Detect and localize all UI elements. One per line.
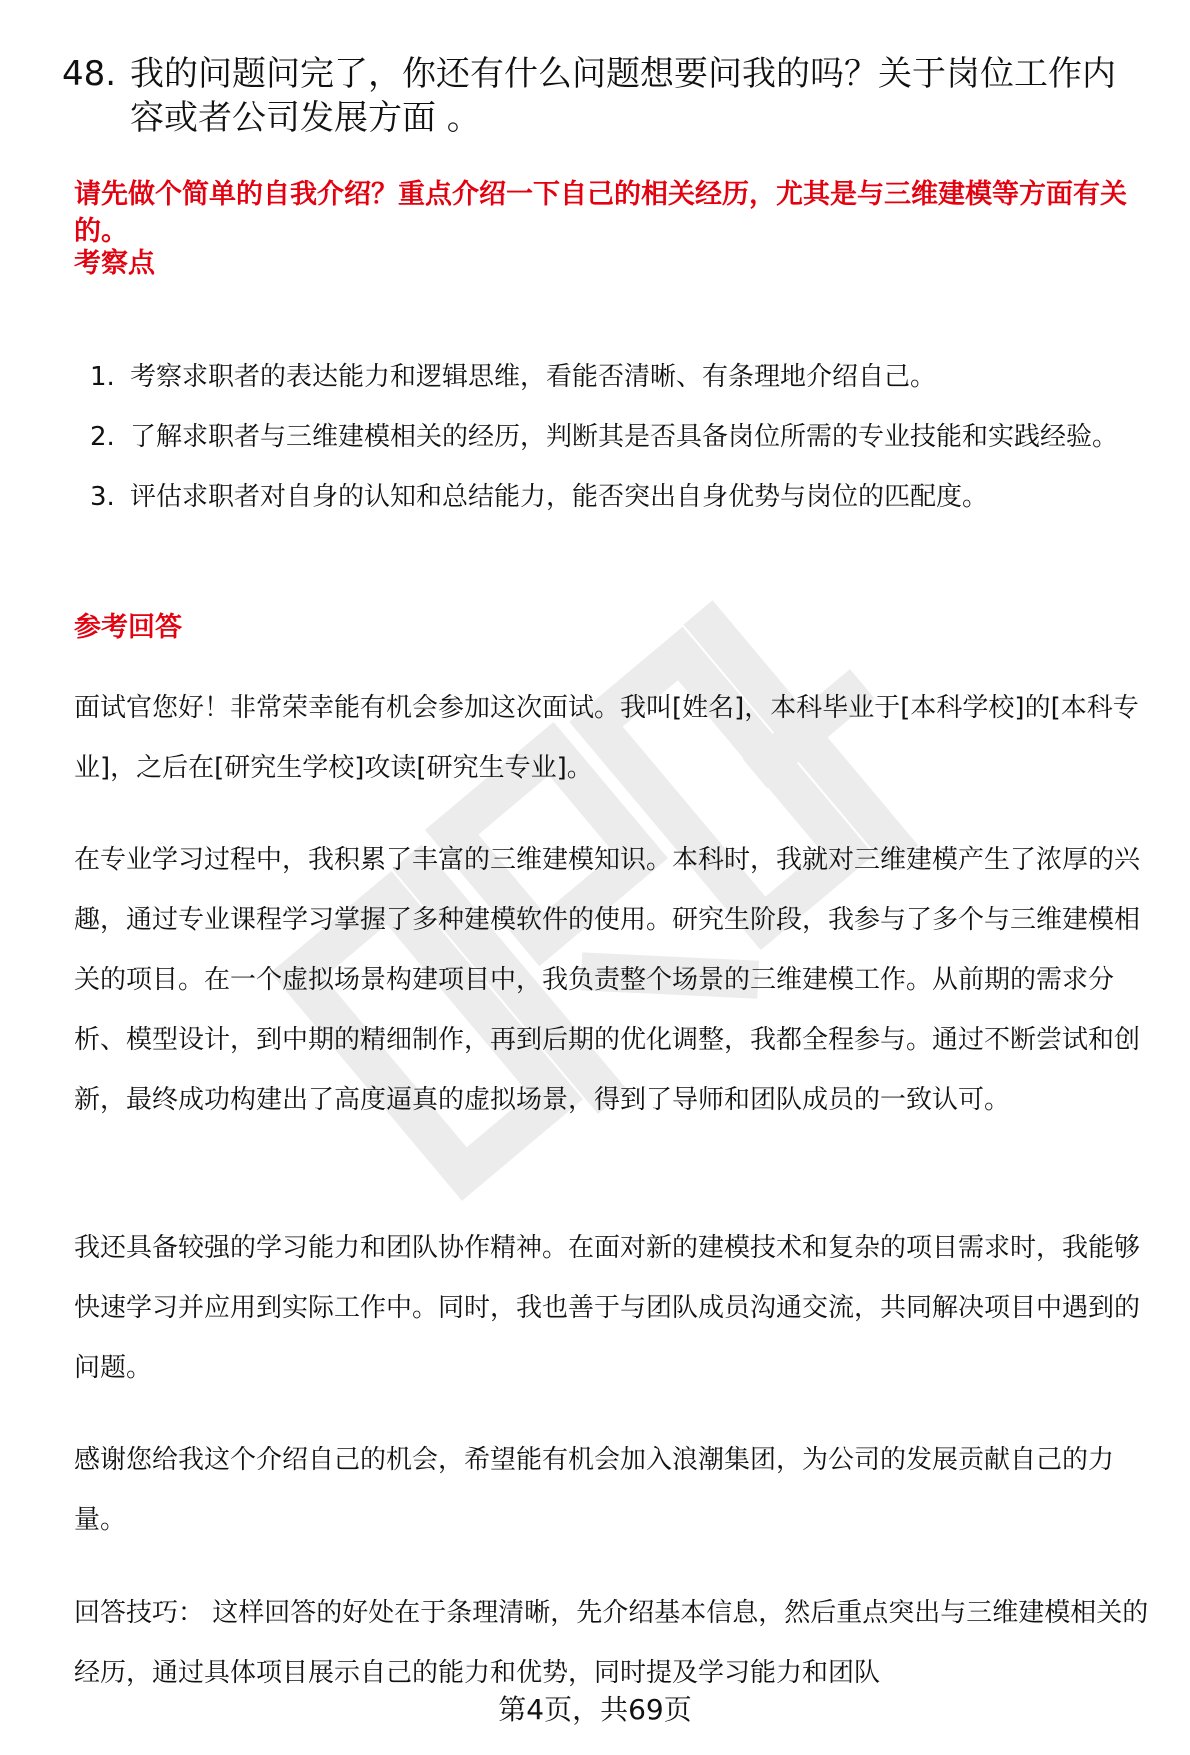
question-title [62, 52, 1142, 140]
assessment-item-number: 1. [90, 362, 115, 392]
answer-paragraph: 面试官您好！非常荣幸能有机会参加这次面试。我叫[姓名]，本科毕业于[本科学校]的[本科专业]，之后在[研究生学校]攻读[研究生专业]。 [74, 693, 1139, 783]
sub-question: 请先做个简单的自我介绍？重点介绍一下自己的相关经历，尤其是与三维建模等方面有关的。 [74, 179, 1127, 247]
assessment-item-text: 评估求职者对自身的认知和总结能力，能否突出自身优势与岗位的匹配度。 [130, 482, 989, 512]
assessment-list [74, 347, 1164, 527]
assessment-item [74, 467, 1164, 527]
assessment-heading: 考察点 [74, 248, 155, 279]
assessment-item [74, 347, 1164, 407]
answer-tips-paragraph: 回答技巧： 这样回答的好处在于条理清晰，先介绍基本信息，然后重点突出与三维建模相关的经历，通过具体项目展示自己的能力和优势，同时提及学习能力和团队 [74, 1598, 1149, 1688]
question-text: 我的问题问完了，你还有什么问题想要问我的吗？关于岗位工作内容或者公司发展方面 。 [130, 54, 1116, 138]
assessment-item-text: 了解求职者与三维建模相关的经历，判断其是否具备岗位所需的专业技能和实践经验。 [130, 422, 1119, 452]
answer-paragraph: 我还具备较强的学习能力和团队协作精神。在面对新的建模技术和复杂的项目需求时，我能够快速学习并应用到实际工作中。同时，我也善于与团队成员沟通交流，共同解决项目中遇到的问题。 [74, 1233, 1141, 1383]
assessment-item-text: 考察求职者的表达能力和逻辑思维，看能否清晰、有条理地介绍自己。 [130, 362, 937, 392]
question-number: 48. [62, 54, 117, 94]
answer-paragraph: 感谢您给我这个介绍自己的机会，希望能有机会加入浪潮集团，为公司的发展贡献自己的力量。 [74, 1445, 1115, 1535]
assessment-item-number: 2. [90, 422, 115, 452]
answer-heading: 参考回答 [74, 612, 182, 643]
assessment-item-number: 3. [90, 482, 115, 512]
answer-paragraph: 在专业学习过程中，我积累了丰富的三维建模知识。本科时，我就对三维建模产生了浓厚的兴趣，通过专业课程学习掌握了多种建模软件的使用。研究生阶段，我参与了多个与三维建模相关的项目。在一个虚拟场景构建项目中，我负责整个场景的三维建模工作。从前期的需求分析、模型设计，到中期的精细制作，再到后期的优化调整，我都全程参与。通过不断尝试和创新，最终成功构建出了高度逼真的虚拟场景，得到了导师和团队成员的一致认可。 [74, 845, 1141, 1115]
page-footer: 第4页，共69页 [498, 1693, 692, 1726]
assessment-item [74, 407, 1164, 467]
